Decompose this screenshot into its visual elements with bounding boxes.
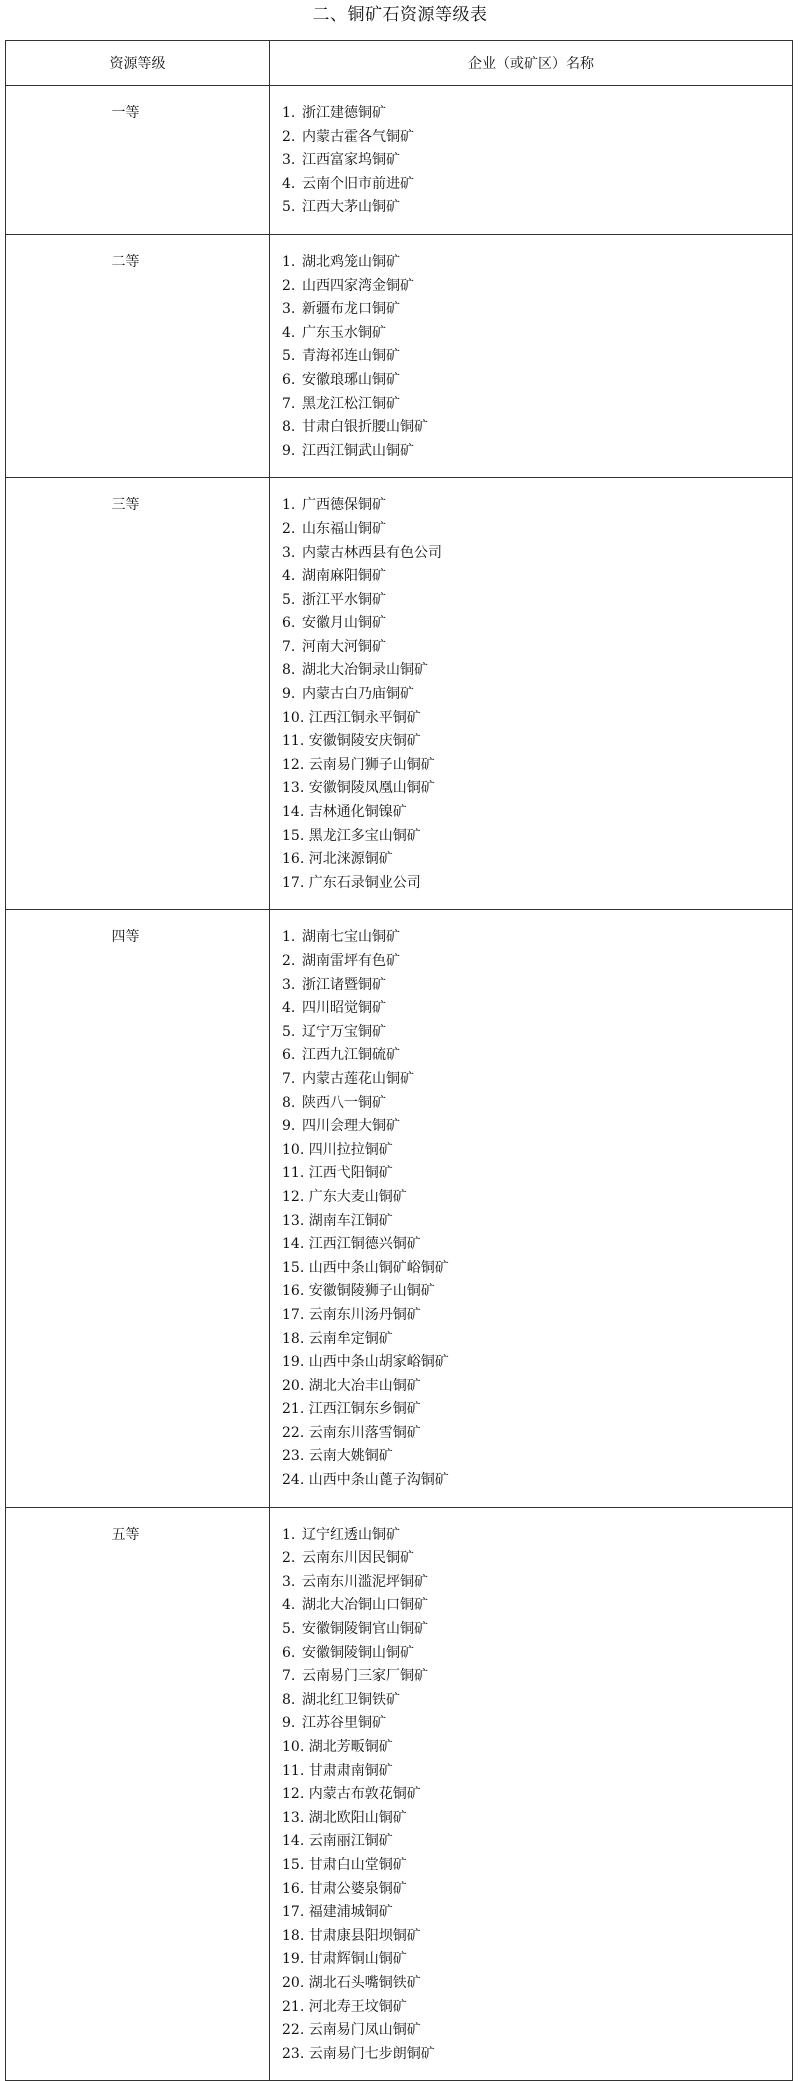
list-item [282,1469,792,1493]
list-item-number: 6. [282,371,300,388]
list-item-name: 内蒙古布敦花铜矿 [308,1786,421,1803]
list-item [282,565,792,589]
list-item [282,1186,792,1210]
list-item-number: 14. [282,1236,309,1253]
table-row [6,234,793,477]
list-item-number: 2. [282,953,300,969]
list-item-name: 安徽铜陵铜山铜矿 [302,1644,414,1661]
grade-label: 三等 [6,478,270,910]
list-item [282,707,792,731]
name-column-header: 企业（或矿区）名称 [270,41,793,86]
list-item [282,1807,792,1831]
list-item-number: 4. [282,568,300,585]
list-item-name: 云南东川滥泥坪铜矿 [302,1573,428,1590]
page-title: 二、铜矿石资源等级表 [312,5,488,25]
list-item [282,393,792,417]
list-item-number: 5. [282,1023,300,1040]
list-item-number: 22. [282,2022,309,2039]
list-item-number: 15. [282,1259,309,1276]
list-item-number: 4. [282,1597,300,1614]
mine-list [282,926,792,1492]
list-item [282,1328,792,1352]
table-body [6,86,793,2081]
list-item-number: 10. [282,1141,309,1158]
list-item-number: 3. [282,1573,300,1590]
list-item-name: 浙江建德铜矿 [302,105,386,121]
grade-label: 五等 [6,1507,270,2081]
list-item-number: 8. [282,1094,300,1111]
list-item [282,1712,792,1736]
list-item-number: 20. [282,1377,309,1394]
list-item-number: 12. [282,1786,309,1803]
list-item [282,173,792,197]
list-item [282,612,792,636]
list-item-number: 4. [282,324,300,341]
list-item-name: 甘肃辉铜山铜矿 [308,1951,407,1968]
list-item [282,950,792,974]
list-item [282,1115,792,1139]
list-item-name: 云南牟定铜矿 [308,1330,393,1347]
list-item-number: 2. [282,128,300,145]
list-item [282,825,792,849]
list-item-name: 安徽铜陵安庆铜矿 [308,733,421,750]
list-item-number: 2. [282,277,300,294]
list-item-name: 江西九江铜硫矿 [302,1047,400,1064]
list-item-name: 云南易门七步朗铜矿 [308,2045,435,2062]
list-item-name: 湖南麻阳铜矿 [302,568,386,585]
list-item-name: 山西中条山胡家峪铜矿 [308,1354,449,1371]
list-item-name: 广西德保铜矿 [302,497,386,514]
list-item [282,1996,792,2020]
grade-label: 一等 [6,86,270,235]
list-item [282,777,792,801]
list-item [282,1642,792,1666]
list-item-name: 陕西八一铜矿 [302,1094,386,1111]
list-item-name: 云南个旧市前进矿 [302,175,414,192]
list-item [282,345,792,369]
list-item [282,1068,792,1092]
list-item-number: 14. [282,1833,309,1850]
list-item-name: 云南丽江铜矿 [308,1833,393,1850]
list-item [282,1547,792,1571]
mine-list-cell [270,478,793,910]
list-item-number: 17. [282,1904,309,1921]
list-item [282,1398,792,1422]
list-item-number: 16. [282,1283,309,1300]
list-item [282,494,792,518]
list-item-name: 吉林通化铜镍矿 [308,804,407,821]
resource-grade-table [5,40,793,2081]
list-item-number: 24. [282,1472,309,1489]
list-item-number: 10. [282,709,309,726]
list-item-name: 云南易门狮子山铜矿 [308,756,435,773]
list-item-number: 20. [282,1974,309,1991]
list-item-number: 5. [282,199,300,216]
list-item [282,754,792,778]
list-item-number: 11. [282,733,309,750]
list-item-number: 4. [282,1000,300,1017]
list-item [282,848,792,872]
list-item-number: 21. [282,1998,309,2015]
list-item-number: 21. [282,1401,309,1418]
list-item [282,1925,792,1949]
list-item-number: 5. [282,1621,300,1638]
list-item [282,369,792,393]
list-item [282,1304,792,1328]
list-item-name: 江西江铜东乡铜矿 [308,1401,421,1418]
list-item [282,440,792,464]
list-item [282,1571,792,1595]
table-header-row [6,41,793,86]
list-item-number: 12. [282,756,309,773]
list-item-name: 甘肃白银折腰山铜矿 [302,419,428,436]
list-item-name: 山东福山铜矿 [302,520,386,537]
list-item-number: 10. [282,1739,309,1755]
list-item-name: 辽宁万宝铜矿 [302,1023,386,1040]
list-item [282,275,792,299]
list-item [282,1524,792,1548]
mine-list-cell [270,86,793,235]
list-item-number: 1. [282,929,300,946]
list-item-name: 广东玉水铜矿 [302,324,386,341]
list-item-number: 5. [282,591,300,608]
list-item-name: 甘肃肃南铜矿 [308,1762,393,1779]
list-item-name: 四川会理大铜矿 [302,1118,400,1135]
list-item-number: 3. [282,544,300,561]
mine-list-cell [270,910,793,1507]
list-item-name: 湖南七宝山铜矿 [302,929,400,946]
list-item-name: 广东石录铜业公司 [308,874,421,891]
list-item [282,1021,792,1045]
list-item [282,1736,792,1760]
list-item [282,149,792,173]
list-item-number: 6. [282,615,300,632]
list-item-name: 江西江铜德兴铜矿 [308,1236,421,1253]
list-item [282,1162,792,1186]
list-item-number: 8. [282,419,300,436]
list-item-name: 湖南车江铜矿 [308,1212,393,1229]
list-item-name: 青海祁连山铜矿 [302,348,400,365]
mine-list [282,251,792,463]
list-item-number: 18. [282,1330,309,1347]
list-item [282,589,792,613]
list-item [282,926,792,950]
list-item-number: 23. [282,1448,309,1465]
list-item [282,416,792,440]
list-item-name: 浙江平水铜矿 [302,591,386,608]
list-item [282,1375,792,1399]
list-item [282,196,792,220]
list-item-number: 12. [282,1188,309,1205]
table-row [6,478,793,910]
list-item-name: 河南大河铜矿 [302,638,386,655]
list-item-number: 19. [282,1951,309,1968]
list-item-name: 四川拉拉铜矿 [308,1141,393,1158]
list-item-number: 8. [282,662,300,679]
list-item [282,1422,792,1446]
list-item-number: 3. [282,152,300,169]
list-item-number: 9. [282,1118,300,1135]
list-item [282,1210,792,1234]
list-item-name: 广东大麦山铜矿 [308,1188,407,1205]
list-item [282,322,792,346]
list-item-number: 9. [282,442,300,459]
list-item-name: 江西江铜武山铜矿 [302,442,414,459]
list-item-name: 云南易门凤山铜矿 [308,2022,421,2039]
list-item-name: 湖北鸡笼山铜矿 [302,253,400,270]
list-item-number: 2. [282,520,300,537]
list-item-number: 11. [282,1762,309,1779]
list-item-name: 江西弋阳铜矿 [308,1165,393,1182]
list-item [282,251,792,275]
list-item [282,1665,792,1689]
table-row [6,910,793,1507]
list-item-number: 15. [282,827,309,844]
list-item-name: 内蒙古林西县有色公司 [302,544,442,561]
list-item [282,518,792,542]
list-item [282,730,792,754]
grade-label: 二等 [6,234,270,477]
list-item-name: 安徽铜陵凤凰山铜矿 [308,780,435,797]
list-item-number: 22. [282,1424,309,1441]
list-item-name: 安徽铜陵狮子山铜矿 [308,1283,435,1300]
list-item-name: 江苏谷里铜矿 [302,1715,386,1732]
list-item-name: 安徽月山铜矿 [302,615,386,632]
list-item-number: 9. [282,686,300,703]
table-row [6,1507,793,2081]
list-item-number: 1. [282,497,300,514]
list-item-name: 湖北欧阳山铜矿 [308,1809,407,1826]
list-item-name: 辽宁红透山铜矿 [302,1526,400,1543]
list-item-number: 11. [282,1165,309,1182]
list-item [282,636,792,660]
list-item-number: 9. [282,1715,300,1732]
list-item [282,298,792,322]
list-item [282,1972,792,1996]
list-item [282,997,792,1021]
list-item-name: 湖北大冶铜山口铜矿 [302,1597,428,1614]
list-item-number: 16. [282,851,309,868]
list-item-number: 23. [282,2045,309,2062]
list-item-number: 4. [282,175,300,192]
list-item-number: 14. [282,804,309,821]
list-item [282,102,792,126]
list-item-number: 13. [282,780,309,797]
list-item [282,974,792,998]
list-item-name: 河北涞源铜矿 [308,851,393,868]
list-item [282,2019,792,2043]
list-item [282,1233,792,1257]
list-item-number: 7. [282,1070,300,1087]
list-item [282,1948,792,1972]
list-item-number: 16. [282,1880,309,1897]
mine-list [282,1524,792,2067]
list-item [282,1280,792,1304]
list-item [282,1445,792,1469]
list-item-number: 7. [282,395,300,412]
list-item-name: 内蒙古白乃庙铜矿 [302,686,414,703]
list-item-number: 1. [282,1526,300,1543]
list-item-number: 5. [282,348,300,365]
list-item-name: 云南东川汤丹铜矿 [308,1306,421,1323]
list-item [282,683,792,707]
list-item [282,1618,792,1642]
list-item [282,1901,792,1925]
list-item-number: 18. [282,1927,309,1944]
list-item-name: 甘肃白山堂铜矿 [308,1856,407,1873]
list-item-number: 13. [282,1809,309,1826]
list-item-name: 湖北石头嘴铜铁矿 [308,1974,421,1991]
list-item-name: 湖南雷坪有色矿 [302,953,400,969]
list-item [282,1044,792,1068]
list-item-number: 19. [282,1354,309,1371]
list-item-name: 新疆布龙口铜矿 [302,301,400,318]
list-item-number: 3. [282,301,300,318]
list-item-name: 甘肃公婆泉铜矿 [308,1880,407,1897]
list-item [282,1092,792,1116]
list-item-name: 云南东川因民铜矿 [302,1550,414,1567]
list-item-name: 黑龙江多宝山铜矿 [308,827,421,844]
list-item-number: 2. [282,1550,300,1567]
list-item [282,872,792,896]
grade-column-header: 资源等级 [6,41,270,86]
list-item [282,801,792,825]
list-item-name: 河北寿王坟铜矿 [308,1998,407,2015]
list-item [282,1139,792,1163]
list-item-number: 7. [282,638,300,655]
list-item [282,126,792,150]
list-item [282,1760,792,1784]
list-item [282,1689,792,1713]
list-item-name: 安徽铜陵铜官山铜矿 [302,1621,428,1638]
list-item [282,1783,792,1807]
list-item-number: 3. [282,976,300,993]
list-item-name: 山西中条山铜矿峪铜矿 [308,1259,449,1276]
list-item-name: 云南东川落雪铜矿 [308,1424,421,1441]
list-item-number: 17. [282,874,309,891]
list-item-name: 云南大姚铜矿 [308,1448,393,1465]
list-item-name: 内蒙古霍各气铜矿 [302,128,414,145]
mine-list-cell [270,1507,793,2081]
list-item-name: 内蒙古莲花山铜矿 [302,1070,414,1087]
mine-list-cell [270,234,793,477]
list-item [282,659,792,683]
mine-list [282,102,792,220]
list-item-name: 湖北大冶丰山铜矿 [308,1377,421,1394]
list-item-name: 四川昭觉铜矿 [302,1000,386,1017]
list-item [282,1854,792,1878]
list-item-name: 湖北芳畈铜矿 [308,1739,393,1755]
list-item-number: 15. [282,1856,309,1873]
list-item [282,542,792,566]
list-item [282,1830,792,1854]
list-item-number: 1. [282,105,300,121]
list-item-number: 1. [282,253,300,270]
list-item-name: 湖北红卫铜铁矿 [302,1691,400,1708]
list-item-name: 甘肃康县阳坝铜矿 [308,1927,421,1944]
mine-list [282,494,792,895]
list-item-name: 山西中条山蓖子沟铜矿 [308,1472,449,1489]
list-item-name: 云南易门三家厂铜矿 [302,1668,428,1685]
list-item-name: 福建浦城铜矿 [308,1904,393,1921]
list-item-name: 山西四家湾金铜矿 [302,277,414,294]
list-item-name: 安徽琅琊山铜矿 [302,371,400,388]
list-item-name: 江西大茅山铜矿 [302,199,400,216]
list-item-name: 浙江诸暨铜矿 [302,976,386,993]
list-item-number: 7. [282,1668,300,1685]
list-item-number: 17. [282,1306,309,1323]
grade-label: 四等 [6,910,270,1507]
list-item-number: 8. [282,1691,300,1708]
list-item-name: 江西江铜永平铜矿 [308,709,421,726]
table-row [6,86,793,235]
list-item-name: 湖北大冶铜录山铜矿 [302,662,428,679]
list-item [282,1351,792,1375]
list-item-number: 13. [282,1212,309,1229]
list-item [282,1594,792,1618]
list-item [282,1257,792,1281]
list-item-name: 江西富家坞铜矿 [302,152,400,169]
list-item-number: 6. [282,1047,300,1064]
list-item [282,1878,792,1902]
list-item-number: 6. [282,1644,300,1661]
list-item-name: 黑龙江松江铜矿 [302,395,400,412]
